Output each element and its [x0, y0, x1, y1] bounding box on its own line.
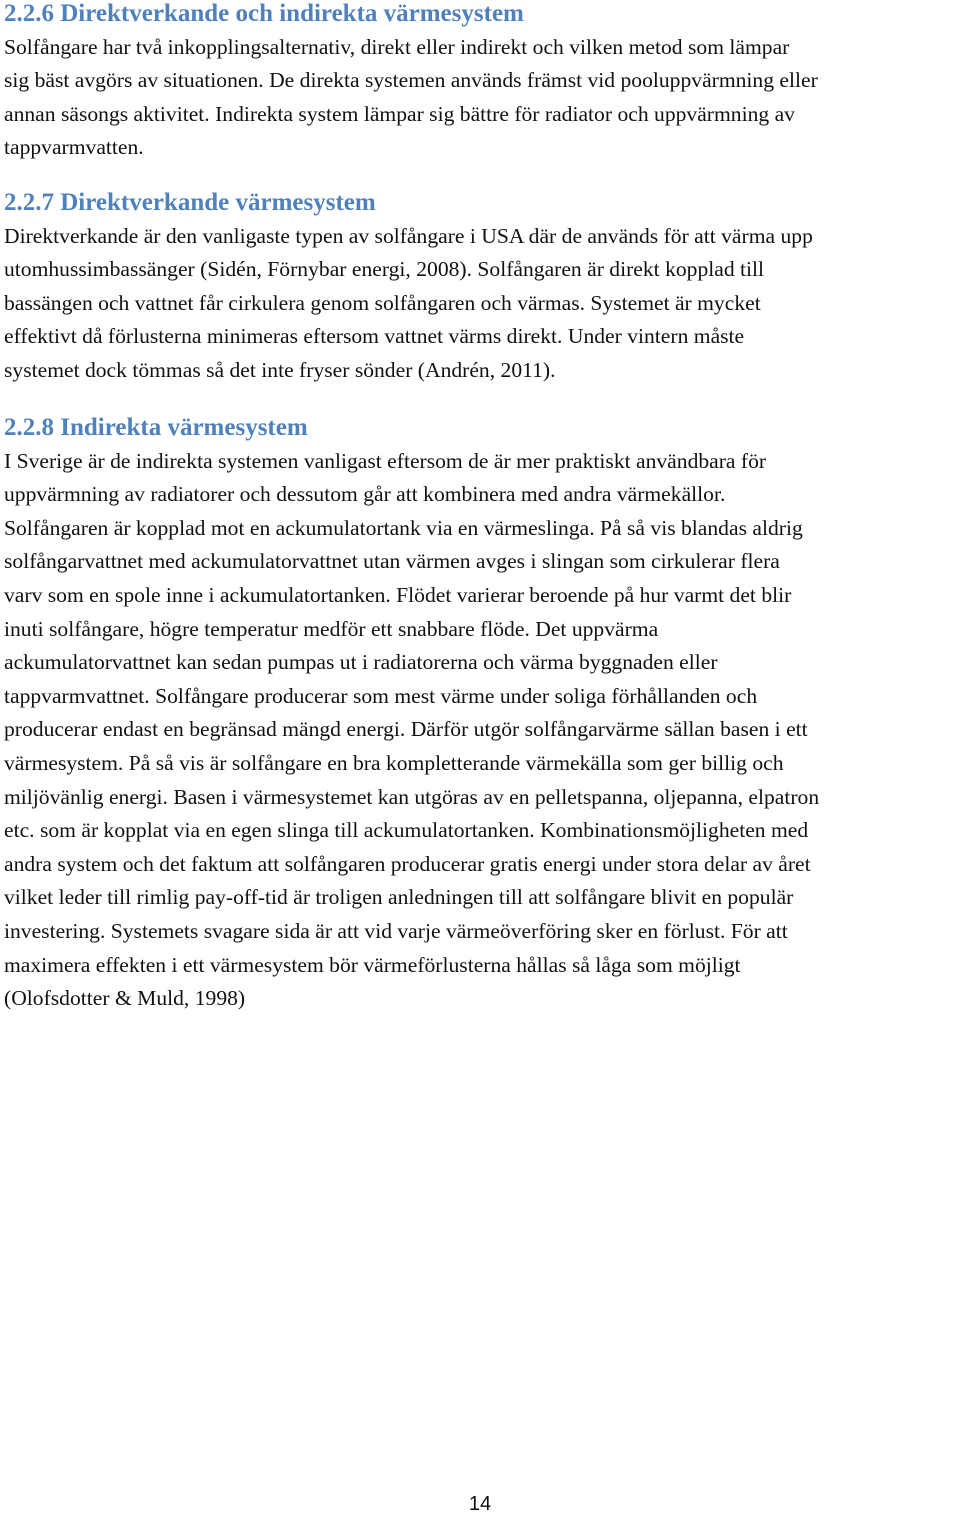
text-line: vilket leder till rimlig pay-off-tid är troligen anledningen till att solfångare blivit en populär — [4, 885, 794, 910]
section-heading: 2.2.7 Direktverkande värmesystem — [4, 189, 376, 216]
text-line: Solfångare har två inkopplingsalternativ, direkt eller indirekt och vilken metod som lämpar — [4, 34, 790, 59]
text-line: inuti solfångare, högre temperatur medför ett snabbare flöde. Det uppvärma — [4, 616, 659, 641]
text-line: effektivt då förlusterna minimeras eftersom vattnet värms direkt. Under vintern måste — [4, 324, 745, 349]
page-number: 14 — [468, 1493, 492, 1515]
text-line: tappvarmvatten. — [4, 135, 144, 160]
text-line: varv som en spole inne i ackumulatortanken. Flödet varierar beroende på hur varmt det blir — [4, 582, 792, 607]
text-line: sig bäst avgörs av situationen. De direkta systemen används främst vid pooluppvärmning eller — [4, 68, 818, 93]
text-line: Direktverkande är den vanligaste typen av solfångare i USA där de används för att värma upp — [4, 223, 813, 248]
section-paragraph — [4, 31, 818, 165]
text-line: uppvärmning av radiatorer och dessutom går att kombinera med andra värmekällor. — [4, 482, 726, 507]
text-line: ackumulatorvattnet kan sedan pumpas ut i radiatorerna och värma byggnaden eller — [4, 650, 718, 675]
text-line: etc. som är kopplat via en egen slinga till ackumulatortanken. Kombinationsmöjligheten med — [4, 818, 809, 843]
section-heading: 2.2.8 Indirekta värmesystem — [4, 414, 308, 441]
section-heading: 2.2.6 Direktverkande och indirekta värmesystem — [4, 0, 524, 27]
text-line: tappvarmvattnet. Solfångare producerar som mest värme under soliga förhållanden och — [4, 683, 758, 708]
text-line: systemet dock tömmas så det inte fryser sönder (Andrén, 2011). — [4, 357, 556, 382]
section-2-2-8 — [4, 411, 819, 1016]
text-line: (Olofsdotter & Muld, 1998) — [4, 986, 246, 1011]
text-line: utomhussimbassänger (Sidén, Förnybar energi, 2008). Solfångaren är direkt kopplad till — [4, 257, 765, 282]
text-line: andra system och det faktum att solfångaren producerar gratis energi under stora delar av året — [4, 851, 811, 876]
section-paragraph — [4, 220, 813, 388]
text-line: producerar endast en begränsad mängd energi. Därför utgör solfångarvärme sällan basen i ett — [4, 717, 808, 742]
text-line: värmesystem. På så vis är solfångare en bra kompletterande värmekälla som ger billig och — [4, 750, 784, 775]
text-line: investering. Systemets svagare sida är att vid varje värmeöverföring sker en förlust. För att — [4, 918, 788, 943]
text-line: Solfångaren är kopplad mot en ackumulatortank via en värmeslinga. På så vis blandas aldrig — [4, 515, 803, 540]
text-line: maximera effekten i ett värmesystem bör värmeförlusterna hållas så låga som möjligt — [4, 952, 741, 977]
section-2-2-6 — [4, 0, 818, 165]
text-line: solfångarvattnet med ackumulatorvattnet utan värmen avges i slingan som cirkulerar flera — [4, 549, 780, 574]
text-line: miljövänlig energi. Basen i värmesystemet kan utgöras av en pelletspanna, oljepanna, elpatron — [4, 784, 820, 809]
text-line: I Sverige är de indirekta systemen vanligast eftersom de är mer praktiskt användbara för — [4, 448, 767, 473]
text-line: bassängen och vattnet får cirkulera genom solfångaren och värmas. Systemet är mycket — [4, 290, 761, 315]
text-line: annan säsongs aktivitet. Indirekta system lämpar sig bättre för radiator och uppvärmning av — [4, 101, 795, 126]
section-2-2-7 — [4, 186, 813, 388]
section-paragraph — [4, 445, 819, 1016]
